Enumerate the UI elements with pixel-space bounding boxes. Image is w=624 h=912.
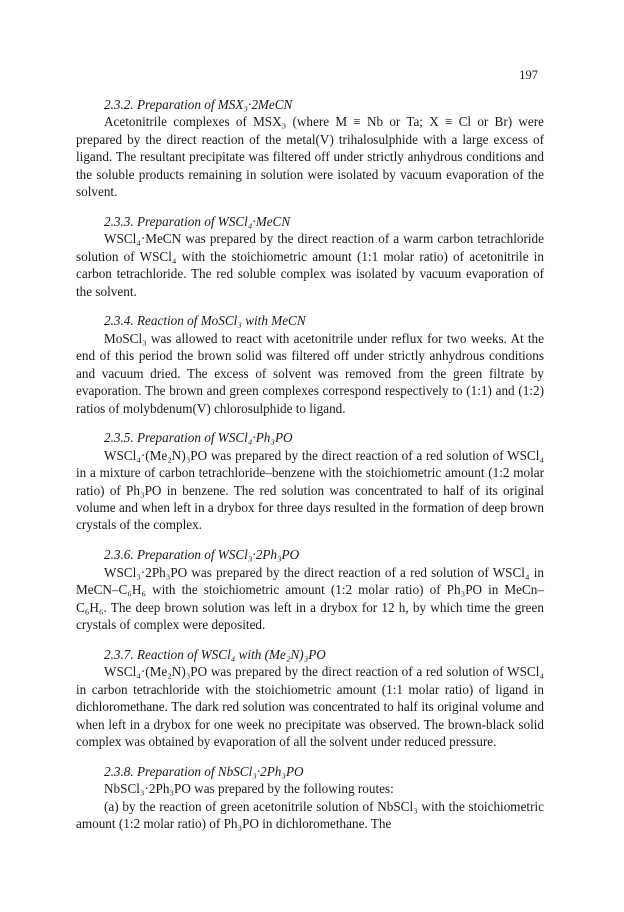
section-2-3-8: [76, 763, 544, 833]
section-heading: 2.3.4. Reaction of MoSCl₃ with MeCN: [104, 313, 306, 329]
section-2-3-2: [76, 96, 544, 200]
section-paragraph: WSCl₃·2Ph₃PO was prepared by the direct reaction of a red solution of WSCl₄ in MeCN–C₆H₆ with the stoichiometric amount (1:2 molar ratio) of Ph₃PO in MeCn–C₆H₆. The deep brown solution was left in a drybox for 12 h, by which time the green crystals of complex were deposited.: [76, 564, 544, 632]
section-paragraph: WSCl₄·(Me₂N)₃PO was prepared by the direct reaction of a red solution of WSCl₄ in carbon tetrachloride with the stoichiometric amount (1:1 molar ratio) of ligand in dichloromethane. The dark red solution was concentrated to half its original volume and when left in a drybox for one week no precipitate was observed. The brown-black solid complex was obtained by evaporation of all the solvent under reduced pressure.: [76, 664, 544, 749]
section-2-3-5: [76, 429, 544, 533]
section-2-3-7: [76, 646, 544, 750]
section-paragraph: NbSCl₃·2Ph₃PO was prepared by the following routes:: [104, 781, 394, 797]
section-paragraph: WSCl₄·(Me₂N)₃PO was prepared by the direct reaction of a red solution of WSCl₄ in a mixture of carbon tetrachloride–benzene with the stoichiometric amount (1:2 molar ratio) of Ph₃PO in benzene. The red solution was concentrated to half of its original volume and when left in a drybox for three days resulted in the formation of deep brown crystals of the complex.: [76, 447, 544, 533]
section-heading: 2.3.7. Reaction of WSCl₄ with (Me₂N)₃PO: [104, 646, 326, 662]
section-paragraph: WSCl₄·MeCN was prepared by the direct reaction of a warm carbon tetrachloride solution of WSCl₄ with the stoichiometric amount (1:1 molar ratio) of acetonitrile in carbon tetrachloride. The red soluble complex was isolated by vacuum evaporation of the solvent.: [76, 231, 544, 299]
section-paragraph: Acetonitrile complexes of MSX₃ (where M ≡ Nb or Ta; X ≡ Cl or Br) were prepared by the direct reaction of the metal(V) trihalosulphide with a large excess of ligand. The resultant precipitate was filtered off under strictly anhydrous conditions and the soluble products remaining in solution were isolated by vacuum evaporation of the solvent.: [76, 114, 544, 200]
section-heading: 2.3.5. Preparation of WSCl₄·Ph₃PO: [104, 430, 293, 446]
section-2-3-6: [76, 546, 544, 633]
section-heading: 2.3.2. Preparation of MSX₃·2MeCN: [104, 97, 293, 112]
section-heading: 2.3.8. Preparation of NbSCl₃·2Ph₃PO: [104, 763, 304, 779]
section-2-3-3: [76, 213, 544, 300]
section-heading: 2.3.6. Preparation of WSCl₃·2Ph₃PO: [104, 547, 300, 563]
section-paragraph: (a) by the reaction of green acetonitrile solution of NbSCl₃ with the stoichiometric amount (1:2 molar ratio) of Ph₃PO in dichloromethane. The: [76, 798, 544, 832]
section-2-3-4: [76, 312, 544, 416]
page-content: [76, 96, 544, 845]
section-heading: 2.3.3. Preparation of WSCl₄·MeCN: [104, 213, 291, 229]
page-number: 197: [519, 68, 538, 82]
section-paragraph: MoSCl₃ was allowed to react with acetonitrile under reflux for two weeks. At the end of this period the brown solid was filtered off under strictly anhydrous conditions and vacuum dried. The excess of solvent was removed from the green filtrate by evaporation. The brown and green complexes correspond respectively to (1:1) and (1:2) ratios of molybdenum(V) chlorosulphide to ligand.: [76, 330, 544, 416]
